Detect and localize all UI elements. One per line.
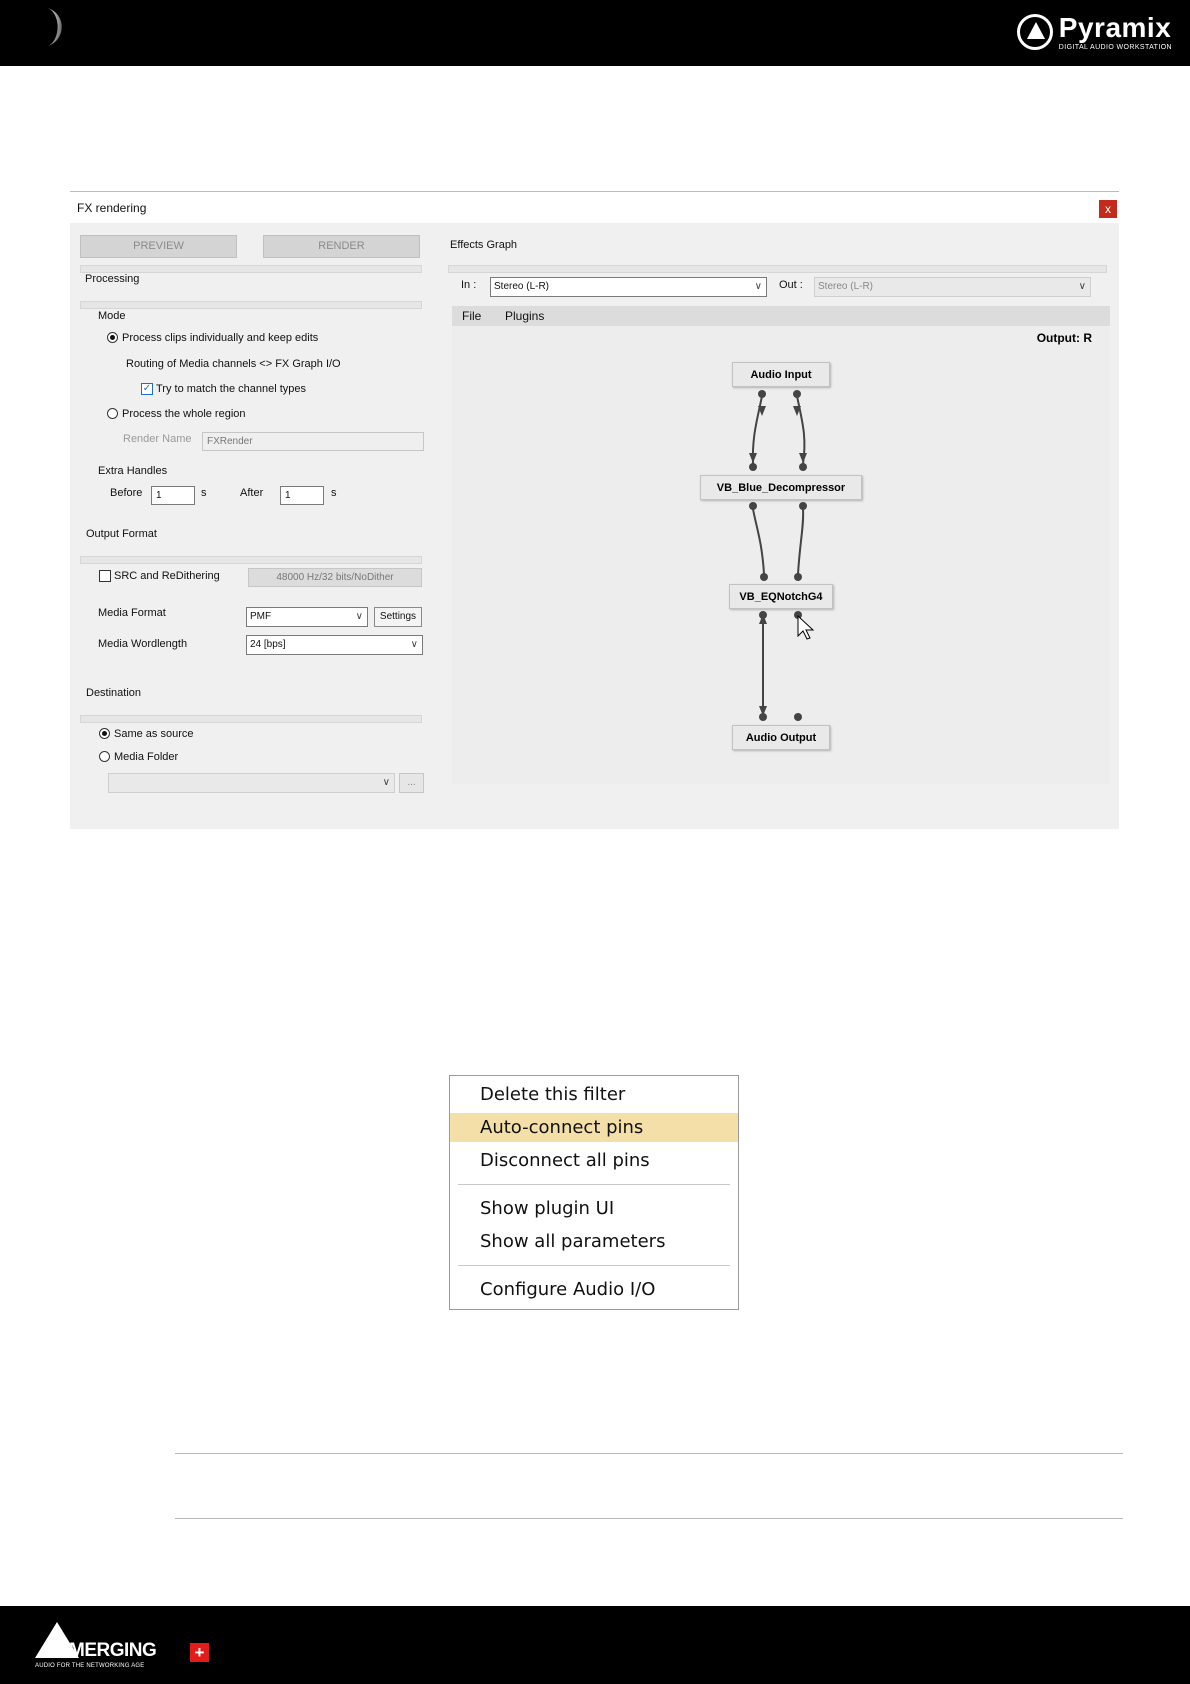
node-audio-input[interactable]: Audio Input <box>732 362 830 387</box>
process-individually-radio[interactable] <box>107 332 118 343</box>
divider <box>175 1518 1123 1519</box>
divider <box>175 1453 1123 1454</box>
out-label: Out : <box>779 279 803 291</box>
menu-separator <box>458 1265 730 1266</box>
destination-heading: Destination <box>86 687 142 699</box>
process-whole-region-radio[interactable] <box>107 408 118 419</box>
pyramix-logo <box>1017 12 1172 52</box>
mouse-cursor-icon <box>798 616 813 639</box>
before-unit: s <box>201 487 207 499</box>
separator <box>80 556 422 564</box>
menu-separator <box>458 1184 730 1185</box>
media-wordlength-select[interactable] <box>246 635 423 655</box>
routing-label: Routing of Media channels <> FX Graph I/O <box>126 358 341 370</box>
process-individually-label: Process clips individually and keep edits <box>122 332 319 344</box>
before-input[interactable]: 1 <box>151 486 195 505</box>
dialog-titlebar <box>70 192 1119 223</box>
src-redithering-checkbox[interactable] <box>99 570 111 582</box>
same-as-source-label: Same as source <box>114 728 194 740</box>
footer-brand-tagline: AUDIO FOR THE NETWORKING AGE <box>35 1663 145 1669</box>
browse-button[interactable]: ... <box>399 773 424 793</box>
menu-item-delete-filter[interactable]: Delete this filter <box>480 1084 626 1105</box>
media-wordlength-label: Media Wordlength <box>98 638 188 650</box>
after-label: After <box>240 487 264 499</box>
after-input[interactable]: 1 <box>280 486 324 505</box>
node-vb-blue-decompressor[interactable]: VB_Blue_Decompressor <box>700 475 862 500</box>
in-label: In : <box>461 279 477 291</box>
menu-item-configure-audio-io[interactable]: Configure Audio I/O <box>480 1279 656 1300</box>
media-folder-label: Media Folder <box>114 751 179 763</box>
chevron-down-icon: ∨ <box>754 281 762 292</box>
after-unit: s <box>331 487 337 499</box>
menu-item-show-plugin-ui[interactable]: Show plugin UI <box>480 1198 615 1219</box>
chevron-down-icon: ∨ <box>410 639 418 650</box>
separator <box>448 265 1107 273</box>
process-whole-region-label: Process the whole region <box>122 408 246 420</box>
media-format-value: PMF <box>250 611 272 622</box>
media-format-select[interactable] <box>246 607 368 627</box>
render-name-label: Render Name <box>123 433 192 445</box>
match-channels-checkbox[interactable]: ✓ <box>142 383 152 394</box>
separator <box>80 715 422 723</box>
header-bar <box>0 0 1190 66</box>
effects-graph-canvas[interactable] <box>452 326 1110 784</box>
footer-brand-name: MERGING <box>69 1640 157 1661</box>
mode-label: Mode <box>98 310 126 322</box>
moon-icon <box>44 6 72 48</box>
src-value-field[interactable]: 48000 Hz/32 bits/NoDither <box>248 568 422 587</box>
menu-item-show-all-parameters[interactable]: Show all parameters <box>480 1231 666 1252</box>
menu-item-auto-connect-pins[interactable]: Auto-connect pins <box>450 1113 738 1142</box>
swiss-cross-icon: + <box>190 1643 209 1662</box>
pyramix-mark-icon <box>1017 14 1053 50</box>
before-label: Before <box>110 487 143 499</box>
media-format-label: Media Format <box>98 607 166 619</box>
media-folder-radio[interactable] <box>99 751 110 762</box>
same-as-source-radio[interactable] <box>99 728 110 739</box>
graph-input-select[interactable] <box>490 277 767 297</box>
chevron-down-icon: ∨ <box>355 611 363 622</box>
graph-output-select[interactable] <box>814 277 1091 297</box>
preview-button[interactable]: PREVIEW <box>80 235 237 258</box>
match-channels-label: Try to match the channel types <box>156 383 306 395</box>
brand-name: Pyramix <box>1058 11 1172 43</box>
menu-item-disconnect-all-pins[interactable]: Disconnect all pins <box>480 1150 650 1171</box>
menu-plugins[interactable]: Plugins <box>505 309 545 323</box>
separator <box>80 265 422 273</box>
node-audio-output[interactable]: Audio Output <box>732 725 830 750</box>
dialog-title: FX rendering <box>77 201 147 215</box>
graph-output-value: Stereo (L-R) <box>818 281 874 292</box>
separator <box>80 301 422 309</box>
src-redithering-label: SRC and ReDithering <box>114 570 220 582</box>
extra-handles-label: Extra Handles <box>98 465 168 477</box>
output-indicator: Output: R <box>1036 331 1092 345</box>
footer-bar <box>0 1606 1190 1684</box>
render-button[interactable]: RENDER <box>263 235 420 258</box>
close-button[interactable]: x <box>1099 200 1117 218</box>
chevron-down-icon: ∨ <box>1078 281 1086 292</box>
graph-menubar <box>452 306 1110 326</box>
settings-button[interactable]: Settings <box>374 607 422 627</box>
processing-heading: Processing <box>85 273 140 285</box>
node-context-menu <box>449 1075 739 1310</box>
render-name-input[interactable]: FXRender <box>202 432 424 451</box>
node-vb-eqnotchg4[interactable]: VB_EQNotchG4 <box>729 584 833 609</box>
brand-subtitle: DIGITAL AUDIO WORKSTATION <box>1058 43 1172 51</box>
media-wordlength-value: 24 [bps] <box>250 639 286 650</box>
effects-graph-heading: Effects Graph <box>450 239 518 251</box>
graph-input-value: Stereo (L-R) <box>494 281 550 292</box>
output-format-heading: Output Format <box>86 528 157 540</box>
graph-connections <box>452 326 1110 784</box>
media-folder-select[interactable] <box>108 773 395 793</box>
menu-file[interactable]: File <box>462 309 482 323</box>
chevron-down-icon: ∨ <box>382 777 390 788</box>
